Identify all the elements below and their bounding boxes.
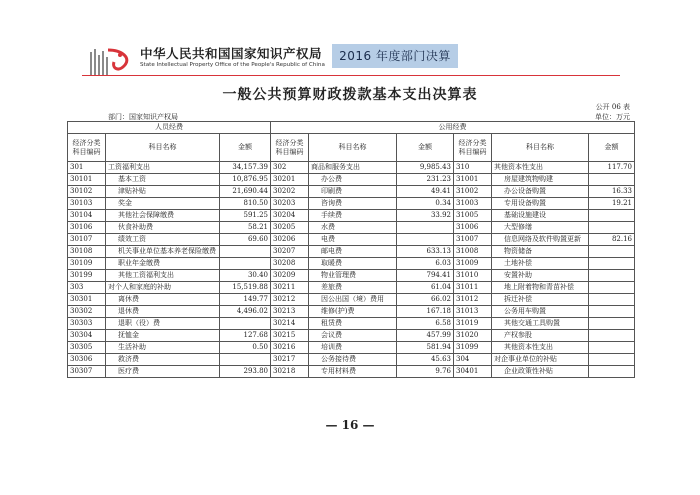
name-cell: 机关事业单位基本养老保险缴费 [106,246,220,258]
table-row [68,282,635,294]
amount-cell: 15,519.88 [220,282,271,294]
name-cell: 物资储备 [492,246,589,258]
name-cell: 邮电费 [309,246,397,258]
amount-cell: 0.50 [220,342,271,354]
year-badge: 2016 年度部门决算 [332,44,458,68]
name-cell: 取暖费 [309,258,397,270]
name-cell: 其他工资福利支出 [106,270,220,282]
amount-cell [589,330,635,342]
code-cell: 302 [271,162,309,174]
code-cell: 31019 [454,318,492,330]
table-row [68,186,635,198]
code-cell: 31003 [454,198,492,210]
name-cell: 办公费 [309,174,397,186]
department-label: 部门：国家知识产权局 [108,113,178,121]
name-cell: 会议费 [309,330,397,342]
amount-cell [397,234,454,246]
code-cell: 31007 [454,234,492,246]
code-cell: 30109 [68,258,106,270]
amount-cell: 33.92 [397,210,454,222]
code-cell: 31005 [454,210,492,222]
table-row [68,342,635,354]
code-cell: 30103 [68,198,106,210]
code-cell: 31008 [454,246,492,258]
name-cell: 对企事业单位的补贴 [492,354,589,366]
code-cell: 304 [454,354,492,366]
code-cell: 30206 [271,234,309,246]
code-cell: 30214 [271,318,309,330]
group-header-public: 公用经费 [271,122,635,134]
name-cell: 办公设备购置 [492,186,589,198]
name-cell: 奖金 [106,198,220,210]
code-cell: 303 [68,282,106,294]
code-cell: 30202 [271,186,309,198]
col-header-code: 经济分类科目编码 [68,134,106,162]
code-cell: 30305 [68,342,106,354]
code-cell: 30401 [454,366,492,378]
code-cell: 30101 [68,174,106,186]
amount-cell: 4,496.02 [220,306,271,318]
code-cell: 31002 [454,186,492,198]
amount-cell [589,354,635,366]
code-cell: 30207 [271,246,309,258]
amount-cell: 457.99 [397,330,454,342]
code-cell: 30216 [271,342,309,354]
form-number: 公开 06 表 [595,103,630,111]
unit-label: 单位：万元 [595,113,630,121]
code-cell: 31001 [454,174,492,186]
code-cell: 30203 [271,198,309,210]
name-cell: 因公出国（境）费用 [309,294,397,306]
table-row [68,174,635,186]
code-cell: 30108 [68,246,106,258]
code-cell: 310 [454,162,492,174]
code-cell: 30208 [271,258,309,270]
col-header-name: 科目名称 [492,134,589,162]
amount-cell [589,366,635,378]
code-cell: 31006 [454,222,492,234]
table-row [68,258,635,270]
amount-cell: 66.02 [397,294,454,306]
amount-cell [220,246,271,258]
col-header-amount: 金额 [589,134,635,162]
name-cell: 房屋建筑物购建 [492,174,589,186]
code-cell: 30205 [271,222,309,234]
name-cell: 其他交通工具购置 [492,318,589,330]
name-cell: 公务用车购置 [492,306,589,318]
name-cell: 大型修缮 [492,222,589,234]
name-cell: 水费 [309,222,397,234]
amount-cell: 30.40 [220,270,271,282]
code-cell: 31010 [454,270,492,282]
amount-cell: 117.70 [589,162,635,174]
col-header-amount: 金额 [397,134,454,162]
amount-cell: 231.23 [397,174,454,186]
code-cell: 30106 [68,222,106,234]
amount-cell: 16.33 [589,186,635,198]
code-cell: 30102 [68,186,106,198]
name-cell: 电费 [309,234,397,246]
amount-cell [589,294,635,306]
amount-cell: 9.76 [397,366,454,378]
code-cell: 30212 [271,294,309,306]
code-cell: 30217 [271,354,309,366]
code-cell: 30302 [68,306,106,318]
amount-cell [589,210,635,222]
col-header-code: 经济分类科目编码 [454,134,492,162]
name-cell: 信息网络及软件购置更新 [492,234,589,246]
table-row [68,306,635,318]
code-cell: 30215 [271,330,309,342]
table-row [68,318,635,330]
amount-cell: 9,985.43 [397,162,454,174]
group-header-personnel: 人员经费 [68,122,271,134]
amount-cell: 293.80 [220,366,271,378]
code-cell: 301 [68,162,106,174]
name-cell: 专用设备购置 [492,198,589,210]
name-cell: 维修(护)费 [309,306,397,318]
amount-cell: 49.41 [397,186,454,198]
amount-cell [220,354,271,366]
amount-cell: 167.18 [397,306,454,318]
org-name-zh: 中华人民共和国国家知识产权局 [140,46,323,61]
name-cell: 其他资本性支出 [492,342,589,354]
name-cell: 救济费 [106,354,220,366]
name-cell: 抚恤金 [106,330,220,342]
name-cell: 拆迁补偿 [492,294,589,306]
table-row [68,294,635,306]
amount-cell: 633.13 [397,246,454,258]
table-row [68,162,635,174]
name-cell: 基本工资 [106,174,220,186]
table-row [68,246,635,258]
amount-cell: 6.58 [397,318,454,330]
code-cell: 30201 [271,174,309,186]
amount-cell [589,342,635,354]
code-cell: 30306 [68,354,106,366]
amount-cell: 10,876.95 [220,174,271,186]
name-cell: 印刷费 [309,186,397,198]
name-cell: 职业年金缴费 [106,258,220,270]
table-row [68,354,635,366]
name-cell: 手续费 [309,210,397,222]
col-header-name: 科目名称 [106,134,220,162]
amount-cell: 794.41 [397,270,454,282]
amount-cell: 127.68 [220,330,271,342]
name-cell: 地上附着物和青苗补偿 [492,282,589,294]
name-cell: 伙食补助费 [106,222,220,234]
document-title: 一般公共预算财政拨款基本支出决算表 [222,87,478,103]
amount-cell: 810.50 [220,198,271,210]
code-cell: 30211 [271,282,309,294]
amount-cell [589,174,635,186]
amount-cell: 21,690.44 [220,186,271,198]
name-cell: 医疗费 [106,366,220,378]
name-cell: 工资福利支出 [106,162,220,174]
table-row [68,366,635,378]
name-cell: 物业管理费 [309,270,397,282]
amount-cell [589,258,635,270]
page-number: — 16 — [325,418,375,432]
code-cell: 31009 [454,258,492,270]
name-cell: 退职（役）费 [106,318,220,330]
name-cell: 商品和服务支出 [309,162,397,174]
name-cell: 退休费 [106,306,220,318]
amount-cell [220,258,271,270]
name-cell: 安置补助 [492,270,589,282]
amount-cell [589,318,635,330]
table-row [68,330,635,342]
table-row [68,210,635,222]
code-cell: 31020 [454,330,492,342]
amount-cell [589,270,635,282]
code-cell: 30218 [271,366,309,378]
code-cell: 30304 [68,330,106,342]
amount-cell [589,222,635,234]
name-cell: 基础设施建设 [492,210,589,222]
col-header-amount: 金额 [220,134,271,162]
amount-cell: 591.25 [220,210,271,222]
name-cell: 离休费 [106,294,220,306]
org-name-en: State Intellectual Property Office of the People's Republic of China [140,62,325,68]
amount-cell: 69.60 [220,234,271,246]
code-cell: 30204 [271,210,309,222]
name-cell: 公务接待费 [309,354,397,366]
table-row [68,222,635,234]
amount-cell: 149.77 [220,294,271,306]
table-row [68,234,635,246]
name-cell: 差旅费 [309,282,397,294]
name-cell: 培训费 [309,342,397,354]
code-cell: 30213 [271,306,309,318]
code-cell: 31011 [454,282,492,294]
code-cell: 30199 [68,270,106,282]
name-cell: 津贴补贴 [106,186,220,198]
table-row [68,198,635,210]
amount-cell [589,282,635,294]
name-cell: 生活补助 [106,342,220,354]
code-cell: 31099 [454,342,492,354]
header-divider [82,75,620,76]
table-row [68,270,635,282]
code-cell: 30303 [68,318,106,330]
name-cell: 专用材料费 [309,366,397,378]
name-cell: 企业政策性补贴 [492,366,589,378]
code-cell: 30307 [68,366,106,378]
code-cell: 30209 [271,270,309,282]
amount-cell: 82.16 [589,234,635,246]
amount-cell: 6.03 [397,258,454,270]
code-cell: 31012 [454,294,492,306]
amount-cell: 0.34 [397,198,454,210]
name-cell: 产权参股 [492,330,589,342]
code-cell: 31013 [454,306,492,318]
name-cell: 其他社会保障缴费 [106,210,220,222]
amount-cell: 58.21 [220,222,271,234]
amount-cell [589,246,635,258]
amount-cell [220,318,271,330]
col-header-name: 科目名称 [309,134,397,162]
name-cell: 咨询费 [309,198,397,210]
code-cell: 30301 [68,294,106,306]
amount-cell: 19.21 [589,198,635,210]
budget-table [67,121,635,378]
col-header-code: 经济分类科目编码 [271,134,309,162]
name-cell: 其他资本性支出 [492,162,589,174]
amount-cell [589,306,635,318]
amount-cell: 45.63 [397,354,454,366]
amount-cell: 34,157.39 [220,162,271,174]
name-cell: 绩效工资 [106,234,220,246]
name-cell: 租赁费 [309,318,397,330]
amount-cell [397,222,454,234]
amount-cell: 61.04 [397,282,454,294]
code-cell: 30104 [68,210,106,222]
amount-cell: 581.94 [397,342,454,354]
code-cell: 30107 [68,234,106,246]
name-cell: 土地补偿 [492,258,589,270]
name-cell: 对个人和家庭的补助 [106,282,220,294]
